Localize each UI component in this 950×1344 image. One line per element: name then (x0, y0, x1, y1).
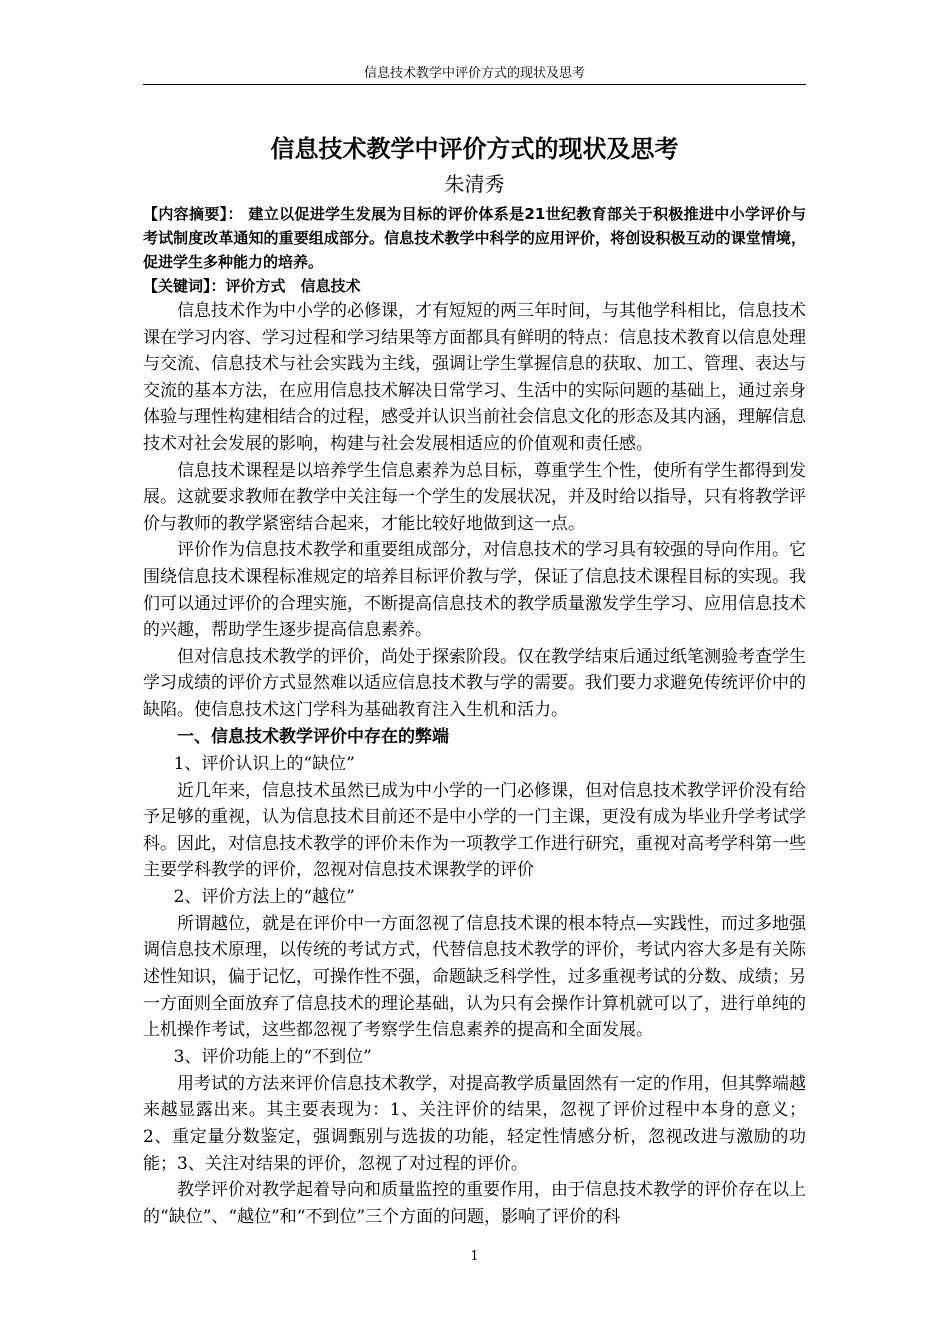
subsection-heading-1: 1、评价认识上的“缺位” (173, 753, 355, 774)
keywords (143, 274, 806, 298)
paragraph-1: 信息技术作为中小学的必修课，才有短短的两三年时间，与其他学科相比，信息技术课在学习内容、学习过程和学习结果等方面都具有鲜明的特点：信息技术教育以信息处理与交流、信息技术与社会实践为主线，强调让学生掌握信息的获取、加工、管理、表达与交流的基本方法，在应用信息技术解决日常学习、生活中的实际问题的基础上，通过亲身体验与理性构建相结合的过程，感受并认识当前社会信息文化的形态及其内涵，理解信息技术对社会发展的影响，构建与社会发展相适应的价值观和责任感。 (143, 301, 806, 454)
document-body (143, 130, 806, 1230)
abstract (143, 202, 806, 274)
keywords-label: 【关键词】： (143, 277, 226, 295)
subsection-1-text: 近几年来，信息技术虽然已成为中小学的一门必修课，但对信息技术教学评价没有给予足够的重视，认为信息技术目前还不是中小学的一门主课，更没有成为毕业升学考试学科。因此，对信息技术教学的评价未作为一项教学工作进行研究，重视对高考学科第一些主要学科教学的评价，忽视对信息技术课教学的评价 (143, 780, 806, 881)
subsection-heading-3: 3、评价功能上的“不到位” (173, 1046, 372, 1067)
author-name: 朱清秀 (444, 172, 505, 196)
page-number: 1 (470, 1249, 479, 1264)
abstract-label: 【内容摘要】： (143, 205, 243, 223)
running-header: 信息技术教学中评价方式的现状及思考 (363, 66, 585, 81)
subsection-2-text: 所谓越位，就是在评价中一方面忽视了信息技术课的根本特点—实践性，而过多地强调信息技术原理，以传统的考试方式，代替信息技术教学的评价，考试内容大多是有关陈述性知识，偏于记忆，可操作性不强，命题缺乏科学性，过多重视考试的分数、成绩；另一方面则全面放弃了信息技术的理论基础，认为只有会操作计算机就可以了，进行单纯的上机操作考试，这些都忽视了考察学生信息素养的提高和全面发展。 (143, 913, 806, 1041)
subsection-heading-2: 2、评价方法上的“越位” (173, 886, 355, 907)
closing-paragraph: 教学评价对教学起着导向和质量监控的重要作用，由于信息技术教学的评价存在以上的“缺位”、“越位”和“不到位”三个方面的问题，影响了评价的科 (143, 1180, 806, 1227)
paragraph-4: 但对信息技术教学的评价，尚处于探索阶段。仅在教学结束后通过纸笔测验考查学生学习成绩的评价方式显然难以适应信息技术教与学的需要。我们要力求避免传统评价中的缺陷。使信息技术这门学科为基础教育注入生机和活力。 (143, 646, 806, 720)
keywords-text: 评价方式 信息技术 (225, 277, 361, 295)
subsection-3-text: 用考试的方法来评价信息技术教学，对提高教学质量固然有一定的作用，但其弊端越来越显露出来。其主要表现为：1、关注评价的结果，忽视了评价过程中本身的意义；2、重定量分数鉴定，强调甄别与选拔的功能，轻定性情感分析，忽视改进与激励的功能；3、关注对结果的评价，忽视了对过程的评价。 (143, 1073, 806, 1174)
paragraph-3: 评价作为信息技术教学和重要组成部分，对信息技术的学习具有较强的导向作用。它围绕信息技术课程标准规定的培养目标评价教与学，保证了信息技术课程目标的实现。我们可以通过评价的合理实施，不断提高信息技术的教学质量激发学生学习、应用信息技术的兴趣，帮助学生逐步提高信息素养。 (143, 540, 806, 641)
abstract-text: 建立以促进学生发展为目标的评价体系是21世纪教育部关于积极推进中小学评价与考试制度改革通知的重要组成部分。信息技术教学中科学的应用评价，将创设积极互动的课堂情境，促进学生多种能力的培养。 (143, 205, 806, 271)
paragraph-2: 信息技术课程是以培养学生信息素养为总目标，尊重学生个性，使所有学生都得到发展。这就要求教师在教学中关注每一个学生的发展状况，并及时给以指导，只有将教学评价与教师的教学紧密结合起来，才能比较好地做到这一点。 (143, 460, 806, 534)
section-heading-1: 一、信息技术教学评价中存在的弊端 (177, 726, 449, 747)
header-rule (143, 84, 806, 85)
document-title: 信息技术教学中评价方式的现状及思考 (270, 135, 679, 163)
